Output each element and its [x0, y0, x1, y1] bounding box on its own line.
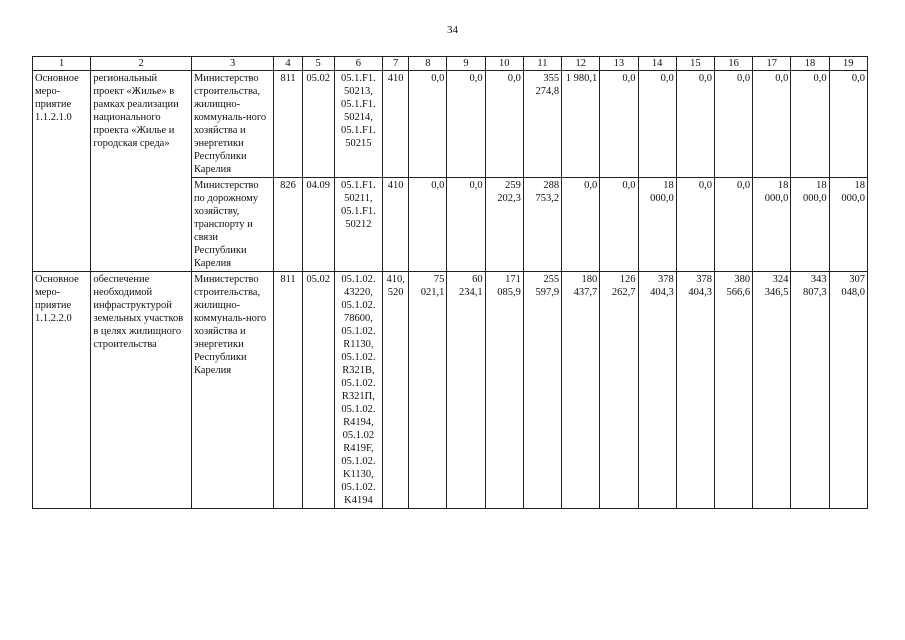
- header-cell: 13: [600, 57, 638, 71]
- grbs-code: 811: [274, 272, 302, 509]
- amount-cell: 343 807,3: [791, 272, 829, 509]
- amount-cell: 355 274,8: [523, 71, 561, 178]
- activity-description: обеспечение необходимой инфраструктурой земельных участков в целях жилищного строительства: [91, 272, 192, 509]
- header-cell: 2: [91, 57, 192, 71]
- header-cell: 14: [638, 57, 676, 71]
- expense-type: 410: [383, 178, 409, 272]
- ministry-cell: Министерство строительства, жилищно-коммуналь-ного хозяйства и энергетики Республики Карелия: [191, 272, 273, 509]
- table-row: [33, 71, 868, 178]
- header-cell: 5: [302, 57, 334, 71]
- amount-cell: 171 085,9: [485, 272, 523, 509]
- section-code: 04.09: [302, 178, 334, 272]
- amount-cell: 0,0: [600, 71, 638, 178]
- header-cell: 18: [791, 57, 829, 71]
- expense-type: 410: [383, 71, 409, 178]
- amount-cell: 0,0: [447, 71, 485, 178]
- header-cell: 6: [334, 57, 382, 71]
- activity-description: региональный проект «Жилье» в рамках реализации национального проекта «Жилье и городская среда»: [91, 71, 192, 272]
- amount-cell: 126 262,7: [600, 272, 638, 509]
- amount-cell: 18 000,0: [791, 178, 829, 272]
- budget-table: [32, 56, 868, 509]
- ministry-cell: Министерство строительства, жилищно-коммуналь-ного хозяйства и энергетики Республики Карелия: [191, 71, 273, 178]
- header-cell: 12: [562, 57, 600, 71]
- amount-cell: 0,0: [562, 178, 600, 272]
- amount-cell: 380 566,6: [714, 272, 752, 509]
- table-row: [33, 272, 868, 509]
- amount-cell: 0,0: [676, 71, 714, 178]
- target-code: 05.1.02. 43220, 05.1.02. 78600, 05.1.02. R1130, 05.1.02. R321B, 05.1.02. R321П, 05.1.02. R4194, 05.1.02 R419F, 05.1.02. K1130, 05.1.02. K4194: [334, 272, 382, 509]
- amount-cell: 378 404,3: [638, 272, 676, 509]
- activity-name: Основное меро-приятие 1.1.2.1.0: [33, 71, 91, 272]
- amount-cell: 0,0: [829, 71, 867, 178]
- page-number: 34: [447, 24, 458, 36]
- header-cell: 11: [523, 57, 561, 71]
- section-code: 05.02: [302, 272, 334, 509]
- amount-cell: 259 202,3: [485, 178, 523, 272]
- amount-cell: 288 753,2: [523, 178, 561, 272]
- amount-cell: 0,0: [638, 71, 676, 178]
- amount-cell: 0,0: [409, 71, 447, 178]
- expense-type: 410, 520: [383, 272, 409, 509]
- target-code: 05.1.F1. 50213, 05.1.F1. 50214, 05.1.F1. 50215: [334, 71, 382, 178]
- amount-cell: 18 000,0: [638, 178, 676, 272]
- section-code: 05.02: [302, 71, 334, 178]
- header-row: [33, 57, 868, 71]
- header-cell: 9: [447, 57, 485, 71]
- amount-cell: 255 597,9: [523, 272, 561, 509]
- grbs-code: 826: [274, 178, 302, 272]
- amount-cell: 378 404,3: [676, 272, 714, 509]
- ministry-cell: Министерство по дорожному хозяйству, транспорту и связи Республики Карелия: [191, 178, 273, 272]
- amount-cell: 1 980,1: [562, 71, 600, 178]
- amount-cell: 0,0: [753, 71, 791, 178]
- amount-cell: 180 437,7: [562, 272, 600, 509]
- header-cell: 19: [829, 57, 867, 71]
- amount-cell: 0,0: [600, 178, 638, 272]
- header-cell: 17: [753, 57, 791, 71]
- amount-cell: 18 000,0: [829, 178, 867, 272]
- header-cell: 3: [191, 57, 273, 71]
- target-code: 05.1.F1. 50211, 05.1.F1. 50212: [334, 178, 382, 272]
- header-cell: 10: [485, 57, 523, 71]
- amount-cell: 0,0: [791, 71, 829, 178]
- header-cell: 16: [714, 57, 752, 71]
- header-cell: 4: [274, 57, 302, 71]
- grbs-code: 811: [274, 71, 302, 178]
- amount-cell: 0,0: [676, 178, 714, 272]
- amount-cell: 0,0: [485, 71, 523, 178]
- header-cell: 1: [33, 57, 91, 71]
- activity-name: Основное меро-приятие 1.1.2.2.0: [33, 272, 91, 509]
- header-cell: 8: [409, 57, 447, 71]
- amount-cell: 18 000,0: [753, 178, 791, 272]
- header-cell: 15: [676, 57, 714, 71]
- amount-cell: 307 048,0: [829, 272, 867, 509]
- header-cell: 7: [383, 57, 409, 71]
- amount-cell: 0,0: [714, 178, 752, 272]
- amount-cell: 60 234,1: [447, 272, 485, 509]
- amount-cell: 75 021,1: [409, 272, 447, 509]
- amount-cell: 0,0: [409, 178, 447, 272]
- amount-cell: 0,0: [714, 71, 752, 178]
- amount-cell: 0,0: [447, 178, 485, 272]
- amount-cell: 324 346,5: [753, 272, 791, 509]
